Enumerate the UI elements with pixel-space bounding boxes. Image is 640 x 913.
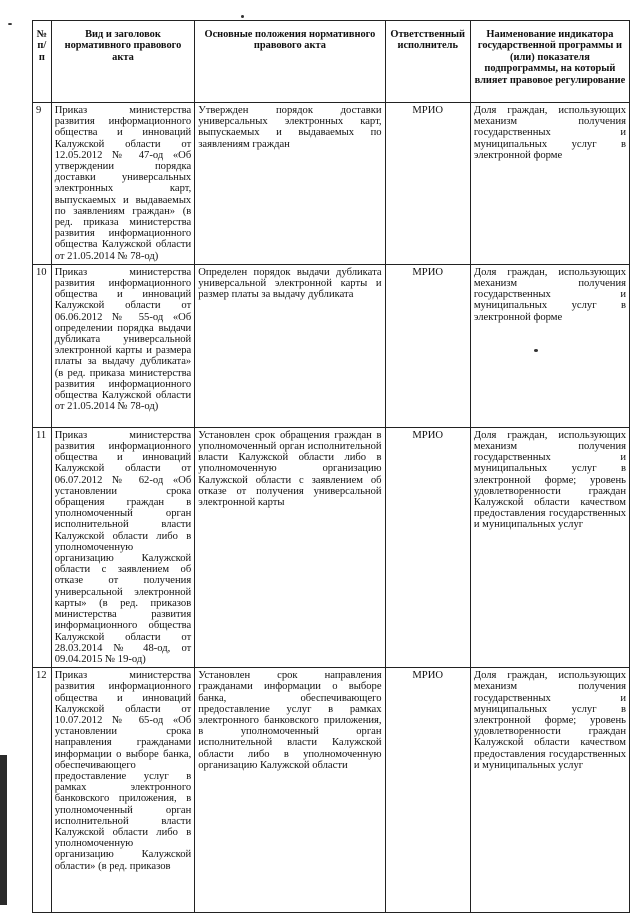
scan-edge-shadow (0, 755, 7, 905)
header-number: № п/п (33, 21, 52, 103)
table-row (33, 668, 630, 913)
header-provisions: Основные положения нормативного правового акта (195, 21, 385, 103)
responsible-executor: МРИО (385, 427, 470, 667)
header-indicator: Наименование индикатора государственной программы и (или) показателя подпрограммы, на который влияет правовое регулирование (470, 21, 629, 103)
indicator-name: Доля граждан, использующих механизм получения государственных и муниципальных услуг в электронной форме (470, 264, 629, 427)
responsible-executor: МРИО (385, 103, 470, 265)
responsible-executor: МРИО (385, 668, 470, 913)
table-row (33, 427, 630, 667)
table-row (33, 103, 630, 265)
act-provisions: Определен порядок выдачи дубликата универсальной электронной карты и размер платы за выдачу дубликата (195, 264, 385, 427)
table-header-row (33, 21, 630, 103)
row-number: 10 (33, 264, 52, 427)
row-number: 11 (33, 427, 52, 667)
responsible-executor: МРИО (385, 264, 470, 427)
act-provisions: Установлен срок обращения граждан в уполномоченный орган исполнительной власти Калужской области либо в уполномоченную организацию Калужской области с заявлением об отказе от получения универсальной электронной карты (195, 427, 385, 667)
table-row (33, 264, 630, 427)
act-provisions: Установлен срок направления гражданами информации о выборе банка, обеспечивающего предоставление услуг в рамках электронного банковского приложения, в уполномоченный орган исполнительной власти Калужской области либо в уполномоченную организацию Калужской области (195, 668, 385, 913)
scan-speck (241, 15, 244, 18)
act-title: Приказ министерства развития информационного общества и инноваций Калужской области от 10.07.2012 № 65-од «Об установлении срока направления гражданами информации о выборе банка, обеспечивающего предоставление услуг в рамках электронного банковского приложения, в уполномоченный орган исполнительной власти Калужской области либо в уполномоченную организацию Калужской области» (в ред. приказов (51, 668, 195, 913)
row-number: 12 (33, 668, 52, 913)
header-executor: Ответственный исполнитель (385, 21, 470, 103)
row-number: 9 (33, 103, 52, 265)
indicator-name: Доля граждан, использующих механизм получения государственных и муниципальных услуг в электронной форме; уровень удовлетворенности граждан Калужской области качеством предоставления государственных и муниципальных услуг (470, 668, 629, 913)
scan-speck (8, 23, 12, 25)
header-act-type: Вид и заголовок нормативного правового акта (51, 21, 195, 103)
act-provisions: Утвержден порядок доставки универсальных электронных карт, выпускаемых и выдаваемых по заявлениям граждан (195, 103, 385, 265)
indicator-name: Доля граждан, использующих механизм получения государственных и муниципальных услуг в электронной форме (470, 103, 629, 265)
normative-acts-table (32, 20, 630, 913)
act-title: Приказ министерства развития информационного общества и инноваций Калужской области от 06.06.2012 № 55-од «Об определении порядка выдачи дубликата универсальной электронной карты и размера платы за выдачу дубликата» (в ред. приказа министерства развития информационного общества Калужской области от 21.05.2014 № 78-од) (51, 264, 195, 427)
indicator-name: Доля граждан, использующих механизм получения государственных и муниципальных услуг в электронной форме; уровень удовлетворенности граждан Калужской области качеством предоставления государственных и муниципальных услуг (470, 427, 629, 667)
act-title: Приказ министерства развития информационного общества и инноваций Калужской области от 12.05.2012 № 47-од «Об утверждении порядка доставки универсальных электронных карт, выпускаемых и выдаваемых по заявлениям граждан» (в ред. приказа министерства развития информационного общества Калужской области от 21.05.2014 № 78-од) (51, 103, 195, 265)
act-title: Приказ министерства развития информационного общества и инноваций Калужской области от 06.07.2012 № 62-од «Об установлении срока обращения граждан в уполномоченный орган исполнительной власти Калужской области либо в уполномоченную организацию Калужской области с заявлением об отказе от получения универсальной электронной карты» (в ред. приказов министерства развития информационного общества Калужской области от 28.03.2014 № 48-од, от 09.04.2015 № 19-од) (51, 427, 195, 667)
